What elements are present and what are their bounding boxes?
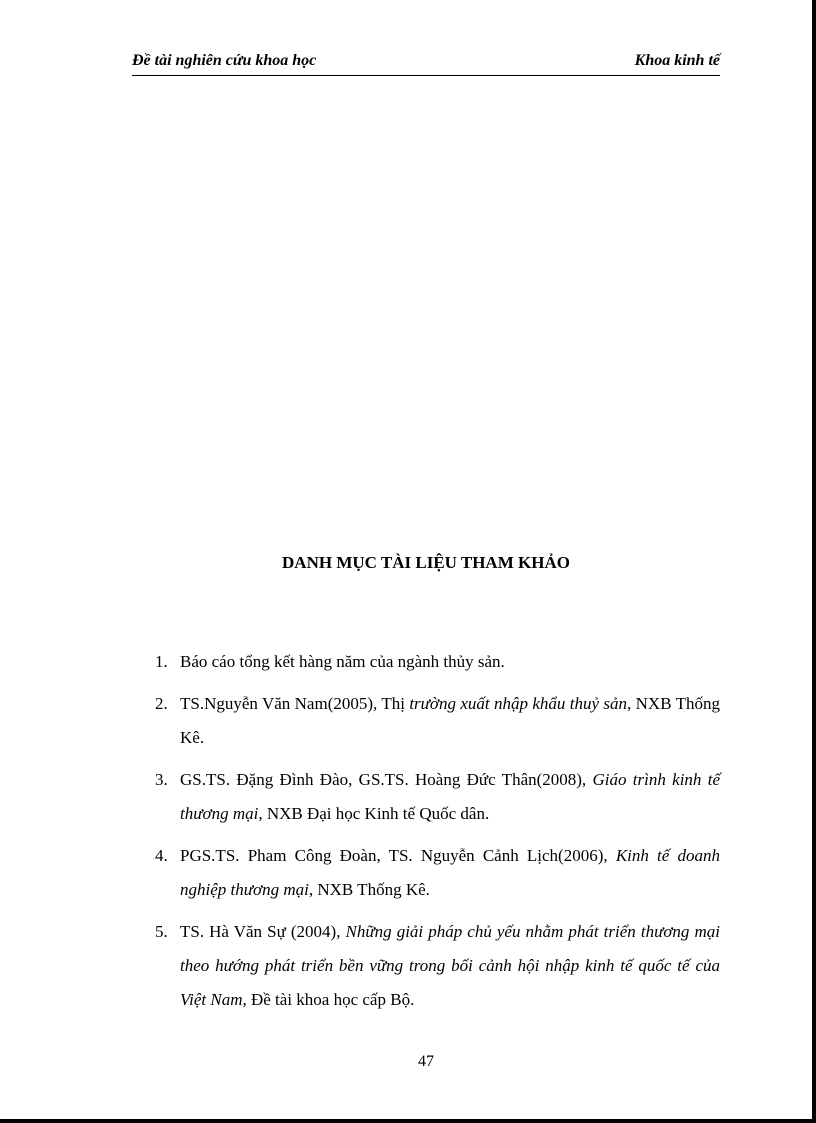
reference-title: trường xuất nhập khẩu thuỷ sản bbox=[409, 694, 628, 713]
reference-title: Những giải pháp chủ yếu nhằm phát triển thương mại theo hướng phát triển bền vững trong bối cảnh hội nhập kinh tế quốc tế của Việt Nam bbox=[180, 922, 720, 1009]
reference-number: 4. bbox=[155, 846, 168, 865]
reference-text bbox=[180, 645, 720, 679]
page-number: 47 bbox=[418, 1053, 434, 1070]
reference-publisher: , Đề tài khoa học cấp Bộ. bbox=[242, 990, 415, 1009]
reference-publisher: , NXB Đại học Kinh tế Quốc dân. bbox=[258, 804, 490, 823]
reference-text bbox=[180, 687, 720, 755]
references-title: DANH MỤC TÀI LIỆU THAM KHẢO bbox=[282, 553, 570, 572]
reference-authors: TS. Hà Văn Sự (2004), bbox=[180, 922, 346, 941]
reference-item bbox=[155, 645, 720, 679]
reference-text bbox=[180, 915, 720, 1017]
reference-item bbox=[155, 839, 720, 907]
reference-publisher: , NXB Thống Kê. bbox=[180, 694, 720, 747]
reference-number: 5. bbox=[155, 922, 168, 941]
header-right-text: Khoa kinh tế bbox=[634, 52, 720, 69]
reference-authors: GS.TS. Đặng Đình Đào, GS.TS. Hoàng Đức Thân(2008), bbox=[180, 770, 593, 789]
reference-authors: Báo cáo tổng kết hàng năm của ngành thủy sản. bbox=[180, 652, 505, 671]
reference-number: 2. bbox=[155, 694, 168, 713]
reference-authors: TS.Nguyễn Văn Nam(2005), Thị bbox=[180, 694, 410, 713]
reference-authors: PGS.TS. Pham Công Đoàn, TS. Nguyễn Cảnh Lịch(2006), bbox=[180, 846, 616, 865]
reference-title: Kinh tế doanh nghiệp thương mại bbox=[180, 846, 720, 899]
reference-title: Giáo trình kinh tế thương mại bbox=[180, 770, 720, 823]
page-header bbox=[132, 49, 720, 76]
reference-publisher: , NXB Thống Kê. bbox=[308, 880, 430, 899]
reference-text bbox=[180, 839, 720, 907]
reference-number: 3. bbox=[155, 770, 168, 789]
header-left-text: Đề tài nghiên cứu khoa học bbox=[132, 52, 317, 69]
reference-list bbox=[155, 645, 720, 1025]
reference-number: 1. bbox=[155, 652, 168, 671]
reference-item bbox=[155, 687, 720, 755]
reference-item bbox=[155, 763, 720, 831]
reference-text bbox=[180, 763, 720, 831]
reference-item bbox=[155, 915, 720, 1017]
